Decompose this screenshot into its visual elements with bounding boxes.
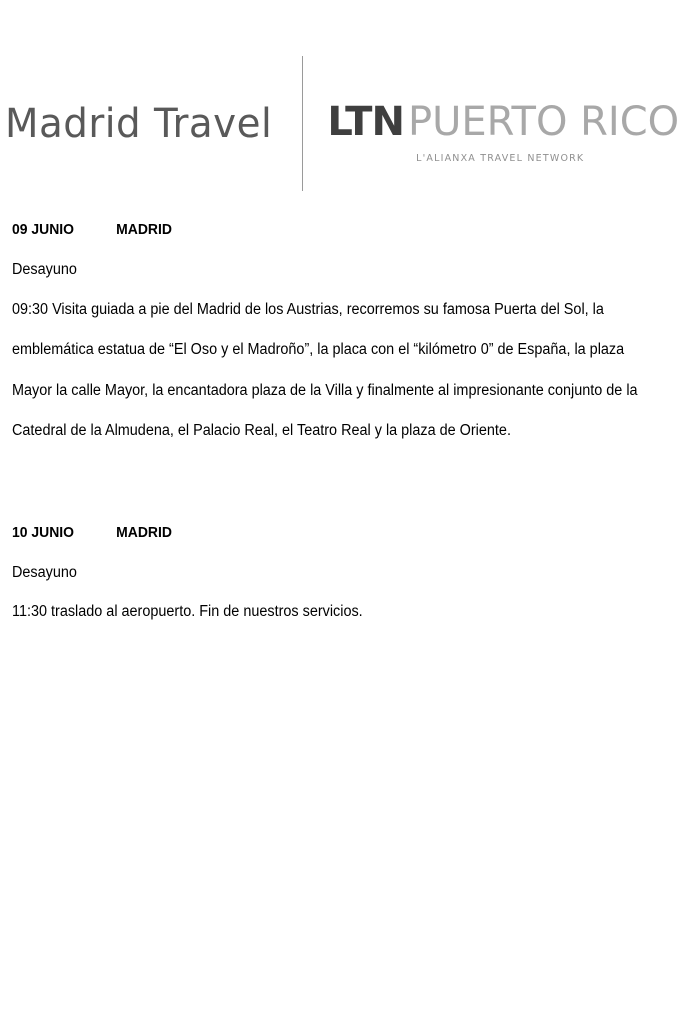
day-city: MADRID bbox=[116, 221, 172, 238]
description-line: 11:30 traslado al aeropuerto. Fin de nuestros servicios. bbox=[12, 603, 363, 620]
day-meal: Desayuno bbox=[12, 261, 77, 278]
madrid-travel-logo bbox=[5, 56, 302, 191]
ltn-wordmark bbox=[327, 98, 680, 145]
itinerary-day-1 bbox=[12, 222, 652, 439]
description-line: emblemática estatua de “El Oso y el Madroño”, la placa con el “kilómetro 0” de España, la plaza bbox=[12, 341, 625, 358]
day-meal: Desayuno bbox=[12, 563, 77, 581]
ltn-tagline: L'ALIANXA TRAVEL NETWORK bbox=[416, 152, 585, 164]
itinerary-day-2 bbox=[12, 525, 652, 620]
day-date: 10 JUNIO bbox=[12, 523, 75, 541]
ltn-mark-text: LTN bbox=[327, 98, 404, 145]
day-header bbox=[12, 525, 607, 540]
day-city: MADRID bbox=[116, 523, 172, 541]
madrid-travel-wordmark: Madrid Travel bbox=[4, 100, 273, 147]
ltn-logo bbox=[303, 56, 679, 191]
logo-lockup bbox=[5, 56, 679, 191]
document-header bbox=[0, 56, 684, 196]
day-description bbox=[12, 302, 652, 439]
description-line: 09:30 Visita guiada a pie del Madrid de los Austrias, recorremos su famosa Puerta del Sol, la bbox=[12, 300, 604, 318]
ltn-region-text: PUERTO RICO bbox=[407, 98, 680, 145]
section-gap bbox=[12, 464, 652, 525]
itinerary-content bbox=[12, 222, 652, 645]
description-line: Mayor la calle Mayor, la encantadora plaza de la Villa y finalmente al impresionante conjunto de la bbox=[12, 381, 638, 399]
day-header bbox=[12, 222, 607, 237]
day-date: 09 JUNIO bbox=[12, 221, 75, 238]
description-line: Catedral de la Almudena, el Palacio Real, el Teatro Real y la plaza de Oriente. bbox=[12, 422, 511, 439]
day-description bbox=[12, 604, 652, 620]
